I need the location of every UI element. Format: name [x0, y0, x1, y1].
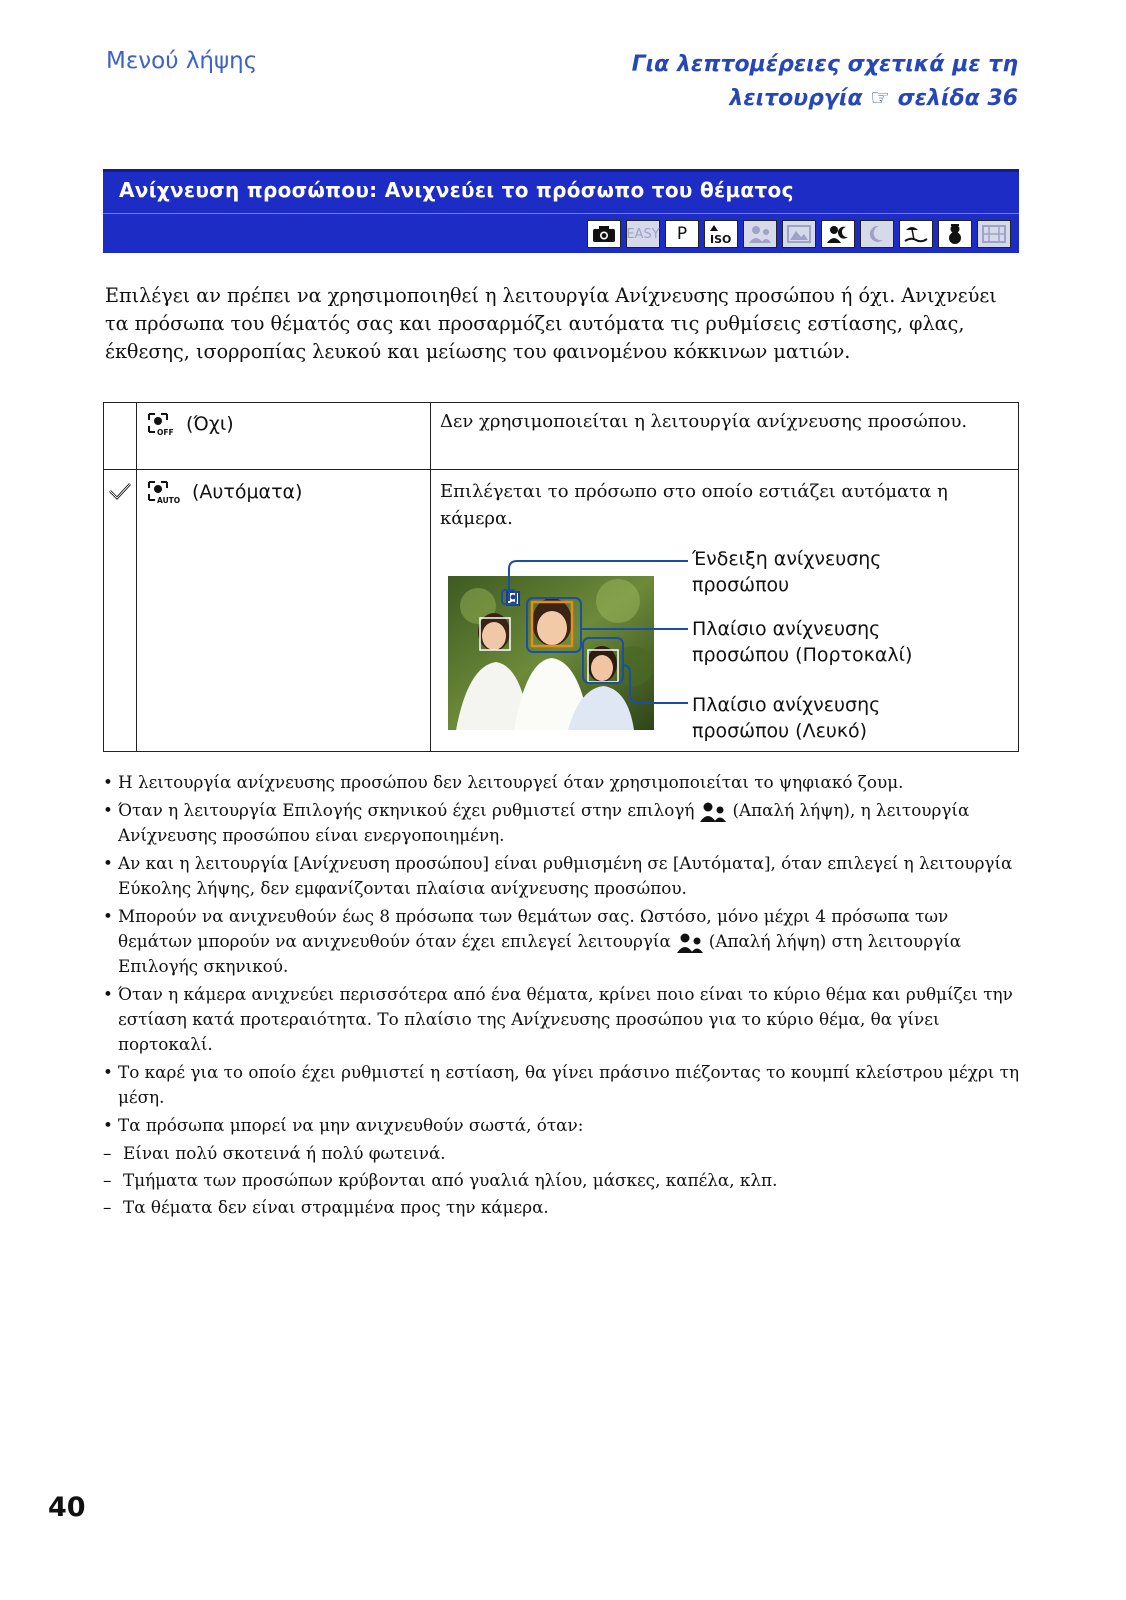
mode-icon-row: [587, 220, 1011, 248]
high-sensitivity-icon: [704, 220, 738, 248]
option-auto-label: (Αυτόματα): [192, 481, 303, 503]
option-auto: [146, 479, 302, 505]
intro-paragraph: Επιλέγει αν πρέπει να χρησιμοποιηθεί η λειτουργία Ανίχνευσης προσώπου ή όχι. Ανιχνεύει τα πρόσωπα του θέματός σας και προσαρμόζει αυτόματα τις ρυθμίσεις εστίασης, φλας, έκθεσης, ισορροπίας λευκού και μείωσης του φαινομένου κόκκινων ματιών.: [105, 284, 997, 363]
notes-list: [103, 770, 1019, 1222]
sub-item: – Τμήματα των προσώπων κρύβονται από γυαλιά ηλίου, μάσκες, καπέλα, κλπ.: [103, 1170, 778, 1190]
option-off: [146, 411, 234, 437]
svg-text:AUTO: AUTO: [157, 496, 181, 505]
soft-snap-icon: [698, 801, 728, 823]
program-icon: P: [665, 220, 699, 248]
feature-title-band: [103, 169, 1019, 253]
callout-frame-white: Πλαίσιο ανίχνευσης προσώπου (Λευκό): [692, 694, 881, 742]
page-reference-line1: Για λεπτομέρειες σχετικά με τη: [631, 52, 1018, 77]
note-item: • Το καρέ για το οποίο έχει ρυθμιστεί η εστίαση, θα γίνει πράσινο πιέζοντας το κουμπί κλείστρου μέχρι τη μέση.: [103, 1062, 1020, 1107]
page-reference-line2: λειτουργία ☞ σελίδα 36: [729, 86, 1018, 111]
note-item: • Αν και η λειτουργία [Ανίχνευση προσώπου] είναι ρυθμισμένη σε [Αυτόματα], όταν επιλεγεί η λειτουργία Εύκολης λήψης, δεν εμφανίζονται πλαίσια ανίχνευσης προσώπου.: [103, 853, 1013, 898]
svg-text:ISO: ISO: [710, 233, 732, 245]
note-item: • Η λειτουργία ανίχνευσης προσώπου δεν λειτουργεί όταν χρησιμοποιείται το ψηφιακό ζουμ.: [103, 772, 904, 792]
table-border-top: [103, 402, 1019, 403]
page-reference: [632, 48, 1018, 116]
callout-lines: [440, 545, 700, 745]
note-item: • Όταν η κάμερα ανιχνεύει περισσότερα από ένα θέματα, κρίνει ποιο είναι το κύριο θέμα και ρυθμίζει την εστίαση κατά προτεραιότητα. Το πλαίσιο της Ανίχνευσης προσώπου για το κύριο θέμα, θα γίνει πορτοκαλί.: [103, 984, 1013, 1054]
landscape-icon: [782, 220, 816, 248]
section-title: Μενού λήψης: [106, 48, 258, 74]
band-divider: [103, 213, 1019, 214]
table-border-right: [1018, 402, 1019, 752]
twilight-portrait-icon: [821, 220, 855, 248]
twilight-icon: [860, 220, 894, 248]
soft-snap-icon: [675, 932, 705, 954]
page-number: 40: [48, 1492, 86, 1523]
default-checkmark-icon: [108, 482, 132, 500]
easy-mode-icon: EASY: [626, 220, 660, 248]
face-detection-auto-icon: [146, 479, 186, 505]
table-row-divider: [103, 469, 1019, 470]
movie-icon: [977, 220, 1011, 248]
sub-item: – Τα θέματα δεν είναι στραμμένα προς την κάμερα.: [103, 1197, 549, 1217]
option-off-description: Δεν χρησιμοποιείται η λειτουργία ανίχνευσης προσώπου.: [440, 411, 968, 432]
callout-indicator: Ένδειξη ανίχνευσης προσώπου: [692, 548, 882, 596]
note-item: • Τα πρόσωπα μπορεί να μην ανιχνευθούν σωστά, όταν:: [103, 1115, 584, 1135]
snow-icon: [938, 220, 972, 248]
face-detection-off-icon: [146, 411, 180, 437]
table-border-left: [103, 402, 104, 752]
beach-icon: [899, 220, 933, 248]
svg-text:OFF: OFF: [157, 428, 174, 437]
table-col-divider-2: [430, 402, 431, 752]
note-item: • Όταν η λειτουργία Επιλογής σκηνικού έχει ρυθμιστεί στην επιλογή (Απαλή λήψη), η λειτουργία Ανίχνευσης προσώπου είναι ενεργοποιημένη.: [103, 800, 970, 845]
callout-frame-orange: Πλαίσιο ανίχνευσης προσώπου (Πορτοκαλί): [692, 618, 913, 666]
sub-item: – Είναι πολύ σκοτεινά ή πολύ φωτεινά.: [103, 1143, 446, 1163]
feature-title: Ανίχνευση προσώπου: Ανιχνεύει το πρόσωπο του θέματος: [119, 178, 794, 202]
camera-icon: [587, 220, 621, 248]
table-col-divider-1: [136, 402, 137, 752]
option-off-label: (Όχι): [186, 413, 234, 435]
option-auto-description: Επιλέγεται το πρόσωπο στο οποίο εστιάζει αυτόματα η κάμερα.: [440, 481, 948, 529]
note-item: • Μπορούν να ανιχνευθούν έως 8 πρόσωπα των θεμάτων σας. Ωστόσο, μόνο μέχρι 4 πρόσωπα των θεμάτων μπορούν να ανιχνευθούν όταν έχει επιλεγεί λειτουργία (Απαλή λήψη) στη λειτουργία Επιλογής σκηνικού.: [103, 906, 962, 976]
soft-snap-icon: [743, 220, 777, 248]
table-border-bottom: [103, 751, 1019, 752]
